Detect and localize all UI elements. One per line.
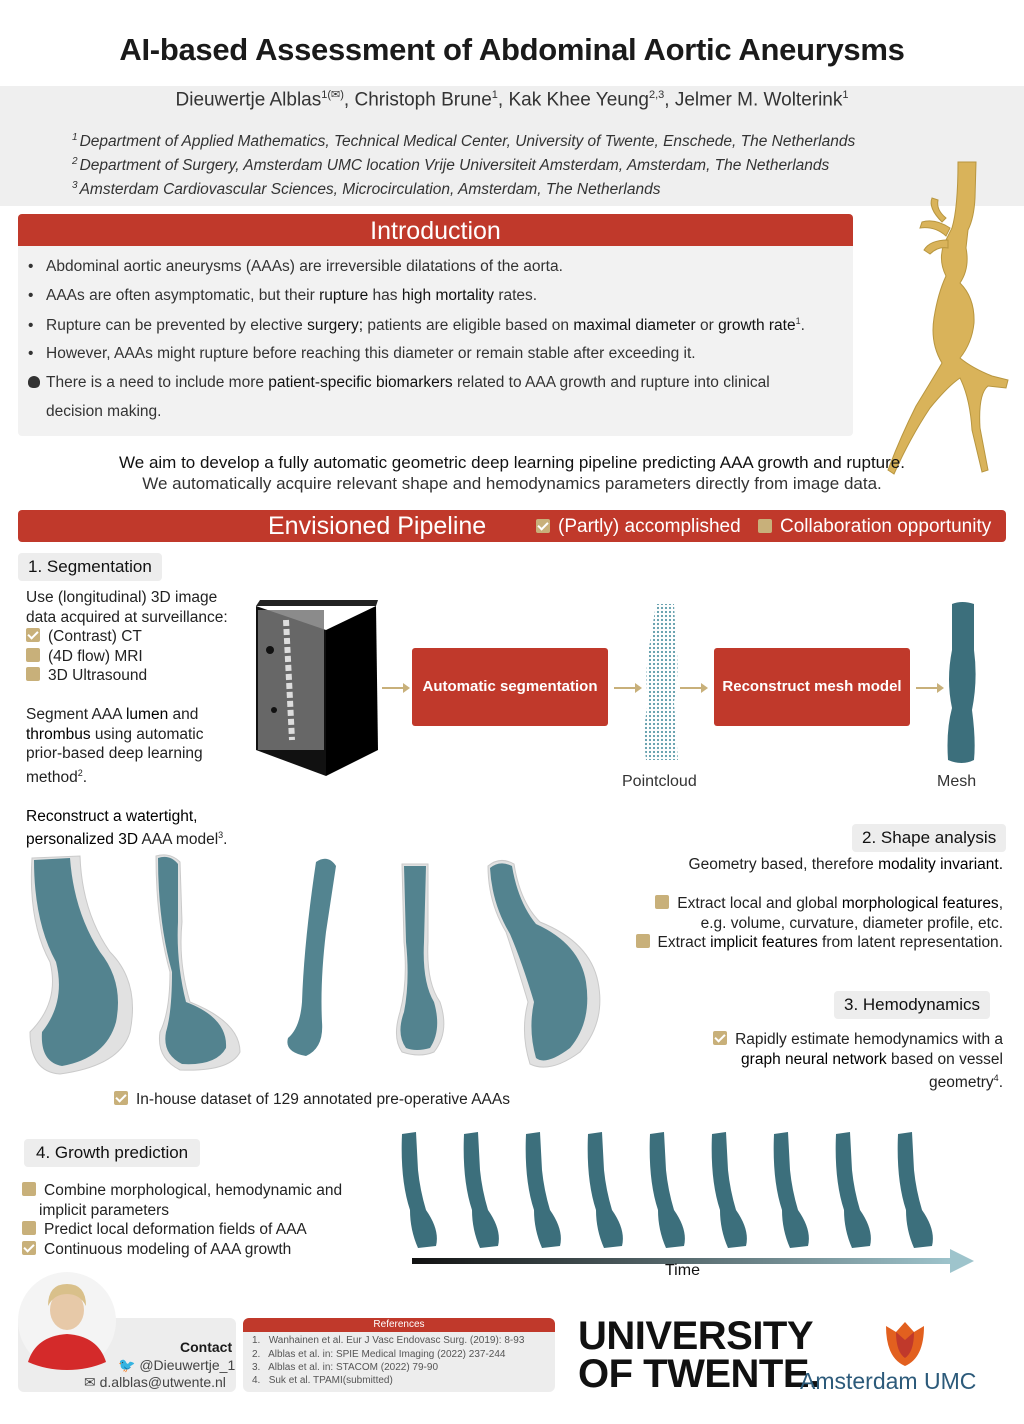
ct-volume-image <box>246 600 382 778</box>
growth-sequence-illustration <box>396 1130 956 1252</box>
checkbox-empty-icon <box>26 648 40 662</box>
checkbox-checked-icon <box>22 1241 36 1255</box>
twitter-icon: 🐦 <box>118 1357 140 1373</box>
author-name: Dieuwertje Alblas <box>175 89 322 111</box>
segmentation-text: Use (longitudinal) 3D image data acquired at surveillance: (Contrast) CT (4D flow) MRI 3D Ultrasound Segment AAA lumen and thrombus using automatic prior-based deep learning method$^2$. Reconstruct a watertight, personalized 3D AAA model$^3$. <box>26 589 228 849</box>
introduction-heading: Introduction <box>18 214 853 246</box>
arrow-icon <box>382 687 408 689</box>
time-label: Time <box>665 1262 700 1279</box>
reference-item: 3. Alblas et al. in: STACOM (2022) 79-90 <box>252 1362 439 1373</box>
author-list: Dieuwertje Alblas$^{1(✉)}$, Christoph Brune$^1$, Kak Khee Yeung$^{2,3}$, Jelmer M. Wolterink$^1$ <box>175 89 849 111</box>
checkbox-checked-icon <box>713 1031 727 1045</box>
checkbox-empty-icon <box>26 667 40 681</box>
pointcloud-caption: Pointcloud <box>622 773 697 790</box>
reference-item: 1. Wanhainen et al. Eur J Vasc Endovasc Surg. (2019): 8-93 <box>252 1335 525 1346</box>
shape-analysis-heading: 2. Shape analysis <box>852 824 1006 852</box>
checkbox-checked-icon <box>536 519 550 533</box>
aim-subtext: We automatically acquire relevant shape and hemodynamics parameters directly from image data. <box>142 474 882 493</box>
checkbox-empty-icon <box>22 1221 36 1235</box>
intro-bullet: There is a need to include more patient-specific biomarkers related to AAA growth and rupture into clinical <box>28 374 828 392</box>
mail-icon: ✉ <box>84 1374 100 1390</box>
author-name: Kak Khee Yeung <box>508 89 649 111</box>
checkbox-empty-icon <box>655 895 669 909</box>
pointcloud-image <box>640 602 684 762</box>
intro-bullet: • AAAs are often asymptomatic, but their rupture has high mortality rates. <box>28 287 538 304</box>
arrow-icon <box>680 687 706 689</box>
avatar <box>18 1272 116 1370</box>
arrow-icon <box>916 687 942 689</box>
arrow-icon <box>614 687 640 689</box>
intro-bullet: • Abdominal aortic aneurysms (AAAs) are irreversible dilatations of the aorta. <box>28 258 563 275</box>
lightbulb-icon <box>28 376 40 388</box>
automatic-segmentation-step: Automatic segmentation <box>412 648 608 726</box>
university-twente-logo: UNIVERSITY <box>578 1314 814 1358</box>
amsterdam-umc-logo: Amsterdam UMC <box>800 1368 977 1394</box>
author-name: Jelmer M. Wolterink <box>674 89 843 111</box>
checkbox-empty-icon <box>636 934 650 948</box>
contact-twitter[interactable]: 🐦 @Dieuwertje_1 <box>118 1357 236 1373</box>
reference-item: 4. Suk et al. TPAMI(submitted) <box>252 1375 393 1386</box>
legend-collaboration: Collaboration opportunity <box>758 516 991 538</box>
affiliation: $^1$ Department of Applied Mathematics, Technical Medical Center, University of Twente, Enschede, The Netherlands <box>72 132 856 151</box>
intro-bullet: • However, AAAs might rupture before reaching this diameter or remain stable after exceeding it. <box>28 345 696 362</box>
intro-bullet: • Rupture can be prevented by elective surgery; patients are eligible based on maximal diameter or growth rate$^1$. <box>28 316 805 335</box>
university-twente-logo-line2: OF TWENTE. <box>578 1352 820 1396</box>
contact-heading: Contact <box>180 1339 233 1355</box>
affiliation: $^3$ Amsterdam Cardiovascular Sciences, Microcirculation, Amsterdam, The Netherlands <box>72 180 661 199</box>
poster-title: AI-based Assessment of Abdominal Aortic Aneurysms <box>119 32 905 67</box>
affiliation: $^2$ Department of Surgery, Amsterdam UMC location Vrije Universiteit Amsterdam, Amsterdam, The Netherlands <box>72 156 830 175</box>
hemodynamics-text: Rapidly estimate hemodynamics with a graph neural network based on vessel geometry$^4$. <box>640 1030 1003 1093</box>
checkbox-empty-icon <box>22 1182 36 1196</box>
intro-bullet-cont: decision making. <box>46 403 162 420</box>
checkbox-checked-icon <box>114 1091 128 1105</box>
shape-analysis-text: Geometry based, therefore modality invariant. Extract local and global morphological features, e.g. volume, curvature, diameter profile, etc. Extract implicit features from latent representation. <box>600 855 1003 953</box>
aaa-models-illustration <box>20 852 620 1082</box>
dataset-caption: In-house dataset of 129 annotated pre-operative AAAs <box>114 1090 510 1110</box>
tulip-icon <box>882 1318 928 1368</box>
reconstruct-mesh-step: Reconstruct mesh model <box>714 648 910 726</box>
mesh-caption: Mesh <box>937 773 977 790</box>
aorta-model-illustration <box>880 158 1020 476</box>
segmentation-heading: 1. Segmentation <box>18 553 162 581</box>
checkbox-checked-icon <box>26 628 40 642</box>
mesh-image <box>944 600 980 766</box>
aim-statement: We aim to develop a fully automatic geometric deep learning pipeline predicting AAA growth and rupture. <box>119 453 905 472</box>
legend-accomplished: (Partly) accomplished <box>536 516 741 538</box>
growth-prediction-heading: 4. Growth prediction <box>24 1139 200 1167</box>
hemodynamics-heading: 3. Hemodynamics <box>834 991 990 1019</box>
contact-email[interactable]: ✉ d.alblas@utwente.nl <box>84 1374 226 1390</box>
references-heading: References <box>243 1318 555 1332</box>
checkbox-empty-icon <box>758 519 772 533</box>
pipeline-heading: Envisioned Pipeline <box>268 512 487 540</box>
author-name: Christoph Brune <box>354 89 492 111</box>
reference-item: 2. Alblas et al. in: SPIE Medical Imaging (2022) 237-244 <box>252 1349 506 1360</box>
growth-prediction-text: Combine morphological, hemodynamic and implicit parameters Predict local deformation fields of AAA Continuous modeling of AAA growth <box>22 1181 342 1259</box>
